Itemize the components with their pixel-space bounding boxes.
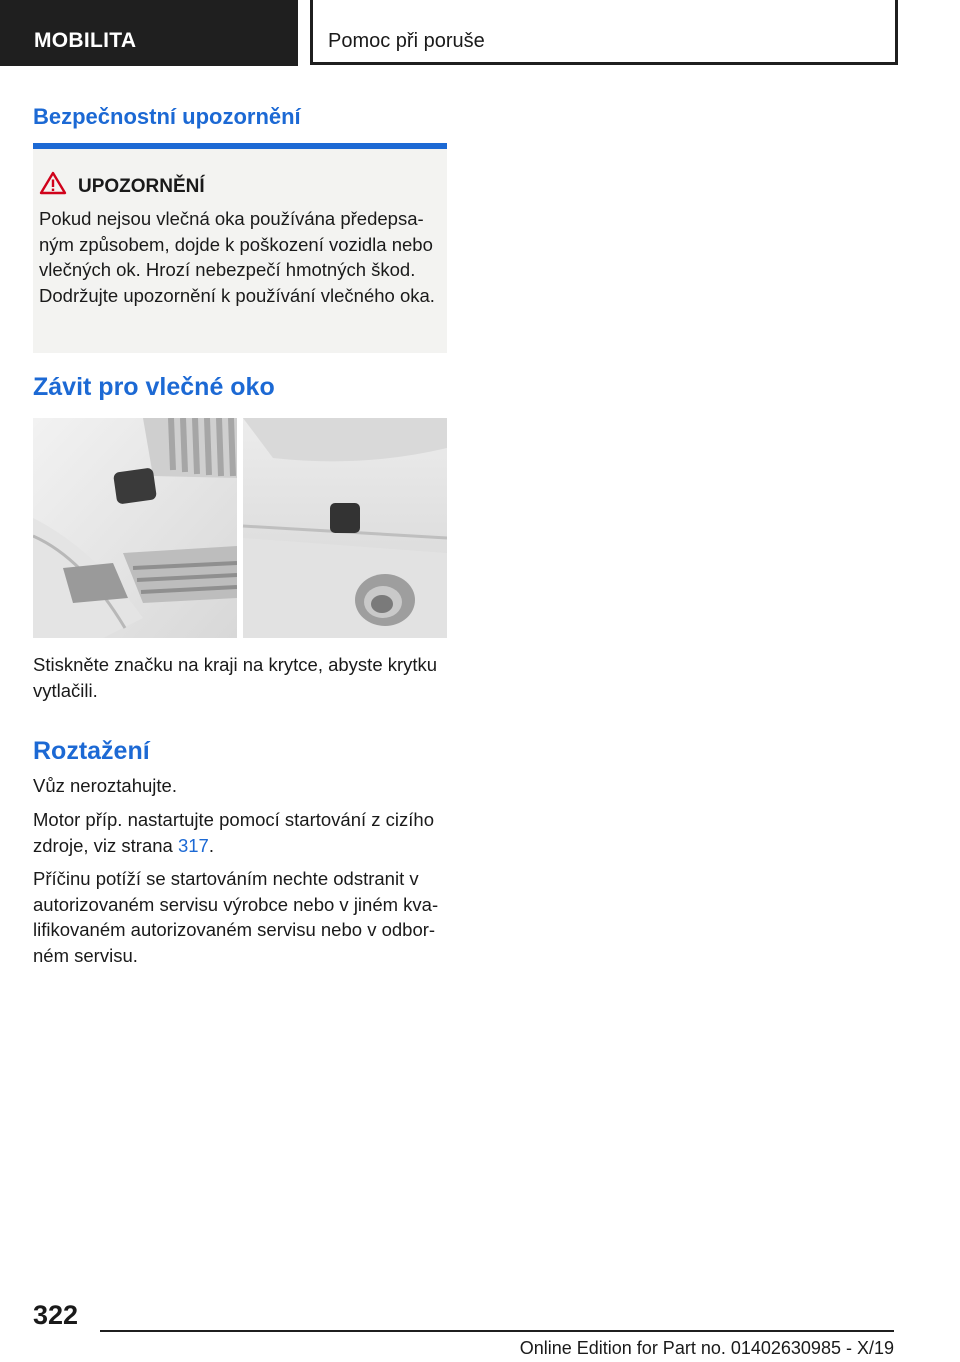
page-number: 322 xyxy=(33,1300,79,1330)
warning-text: Pokud nejsou vlečná oka používána předepsaným způsobem, dojde k poškození vozidla nebo vlečných ok. Hrozí nebezpečí hmotných škod. Dodržujte upozornění k používání vlečného oka. xyxy=(39,208,435,306)
towing-paragraph-2 xyxy=(33,807,449,858)
section-tab xyxy=(310,0,898,65)
page-header xyxy=(0,0,960,66)
warning-title: UPOZORNĚNÍ xyxy=(78,176,205,197)
page-reference-link[interactable]: 317 xyxy=(177,834,209,856)
tow-eye-cover-illustration xyxy=(33,418,447,638)
thread-heading: Závit pro vlečné oko xyxy=(33,373,275,401)
thread-caption: Stiskněte značku na kraji na krytce, abyste krytku vytlačili. xyxy=(33,654,438,701)
towing-p2-end: . xyxy=(208,834,214,856)
safety-heading: Bezpečnostní upozornění xyxy=(33,104,301,129)
towing-paragraph-1: Vůz neroztahujte. xyxy=(33,775,177,796)
towing-p2-text: Motor příp. nastartujte pomocí startování z cizího zdroje, viz strana xyxy=(33,809,435,856)
front-bumper-view xyxy=(33,418,237,638)
footer-divider xyxy=(100,1330,894,1332)
warning-triangle-icon xyxy=(39,171,67,195)
chapter-title: MOBILITA xyxy=(34,29,137,52)
towing-paragraph-3: Příčinu potíží se startováním nechte odstranit v autorizovaném servisu výrobce nebo v jiném kvalifikovaném autorizovaném servisu nebo v odborném servisu. xyxy=(33,868,439,966)
rear-bumper-view xyxy=(243,418,447,638)
edition-note: Online Edition for Part no. 01402630985 - X/19 xyxy=(519,1338,894,1358)
chapter-tab xyxy=(0,0,298,66)
section-title: Pomoc při poruše xyxy=(328,30,485,52)
warning-box xyxy=(33,143,447,353)
towing-heading: Roztažení xyxy=(33,737,150,765)
